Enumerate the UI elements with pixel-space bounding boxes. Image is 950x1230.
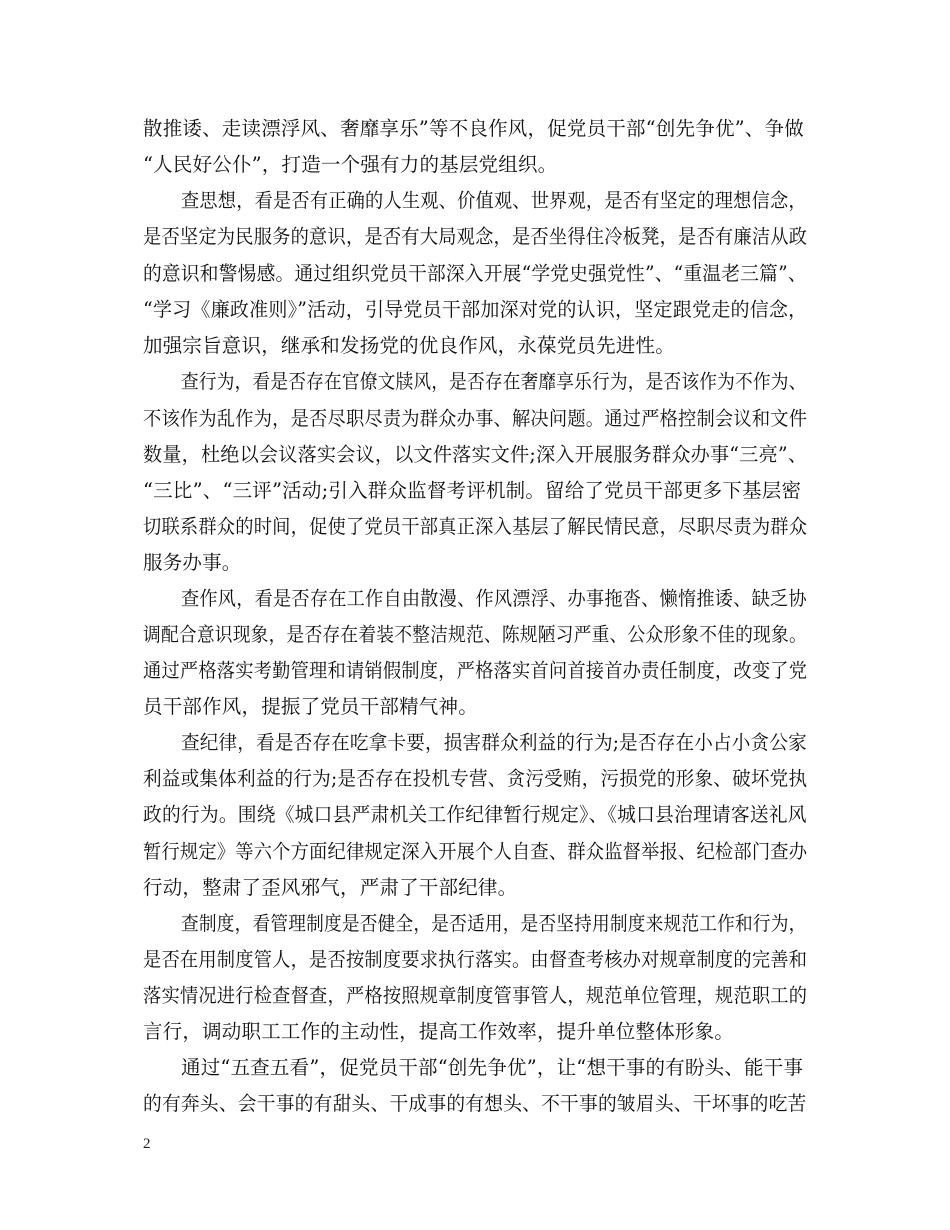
- text-line: 不该作为乱作为，是否尽职尽责为群众办事、解决问题。通过严格控制会议和文件: [143, 407, 808, 430]
- text-line: 落实情况进行检查督查，严格按照规章制度管事管人，规范单位管理，规范职工的: [143, 984, 808, 1007]
- text-line: 数量，杜绝以会议落实会议，以文件落实文件;深入开展服务群众办事“三亮”、: [143, 443, 808, 466]
- text-line: “三比”、“三评”活动;引入群众监督考评机制。留给了党员干部更多下基层密: [143, 479, 802, 502]
- text-line: “学习《廉政准则》”活动，引导党员干部加深对党的认识，坚定跟党走的信念，: [143, 298, 808, 321]
- text-line: 通过“五查五看”，促党员干部“创先争优”，让“想干事的有盼头、能干事: [181, 1056, 804, 1079]
- text-line: “人民好公仆”，打造一个强有力的基层党组织。: [143, 153, 558, 176]
- text-line: 加强宗旨意识，继承和发扬党的优良作风，永葆党员先进性。: [143, 334, 675, 357]
- text-line: 政的行为。围绕《城口县严肃机关工作纪律暂行规定》、《城口县治理请客送礼风: [143, 803, 807, 826]
- text-line: 是否在用制度管人，是否按制度要求执行落实。由督查考核办对规章制度的完善和: [143, 948, 808, 971]
- page-number: 2: [143, 1136, 151, 1152]
- text-line: 员干部作风，提振了党员干部精气神。: [143, 695, 478, 718]
- text-line: 利益或集体利益的行为;是否存在投机专营、贪污受贿，污损党的形象、破坏党执: [143, 767, 808, 790]
- text-line: 查行为，看是否存在官僚文牍风，是否存在奢靡享乐行为，是否该作为不作为、: [181, 370, 807, 393]
- text-line: 服务办事。: [143, 551, 242, 574]
- text-line: 散推诿、走读漂浮风、奢靡享乐”等不良作风，促党员干部“创先争优”、争做: [143, 117, 804, 140]
- text-line: 查制度，看管理制度是否健全，是否适用，是否坚持用制度来规范工作和行为，: [181, 912, 807, 935]
- text-line: 查纪律，看是否存在吃拿卡要，损害群众利益的行为;是否存在小占小贪公家: [181, 731, 807, 754]
- text-line: 行动，整肃了歪风邪气，严肃了干部纪律。: [143, 876, 518, 899]
- text-line: 的有奔头、会干事的有甜头、干成事的有想头、不干事的皱眉头、干坏事的吃苦: [143, 1092, 807, 1115]
- text-line: 查作风，看是否存在工作自由散漫、作风漂浮、办事拖沓、懒惰推诿、缺乏协: [181, 587, 807, 610]
- text-line: 暂行规定》等六个方面纪律规定深入开展个人自查、群众监督举报、纪检部门查办: [143, 840, 808, 863]
- text-line: 调配合意识现象，是否存在着装不整洁规范、陈规陋习严重、公众形象不佳的现象。: [143, 623, 807, 646]
- text-line: 通过严格落实考勤管理和请销假制度，严格落实首问首接首办责任制度，改变了党: [143, 659, 808, 682]
- text-line: 是否坚定为民服务的意识，是否有大局观念，是否坐得住冷板凳，是否有廉洁从政: [143, 225, 808, 248]
- text-line: 查思想，看是否有正确的人生观、价值观、世界观，是否有坚定的理想信念，: [181, 189, 807, 212]
- text-line: 言行，调动职工工作的主动性，提高工作效率，提升单位整体形象。: [143, 1020, 735, 1043]
- text-line: 的意识和警惕感。通过组织党员干部深入开展“学党史强党性”、“重温老三篇”、: [143, 262, 807, 285]
- text-line: 切联系群众的时间，促使了党员干部真正深入基层了解民情民意，尽职尽责为群众: [143, 515, 808, 538]
